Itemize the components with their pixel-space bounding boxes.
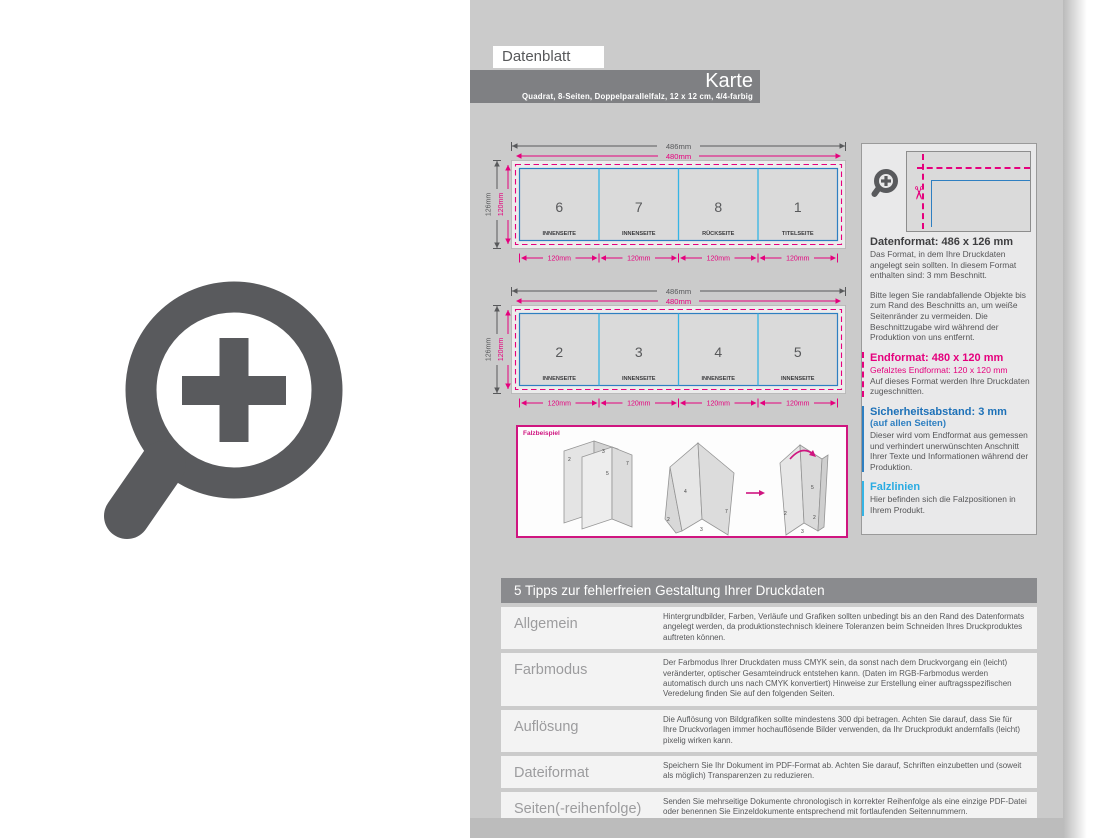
panel-label: INNENSEITE [780, 376, 815, 382]
panel-number: 6 [555, 199, 564, 215]
dim-panel-width: 120mm [547, 400, 571, 408]
panel-label: TITELSEITE [781, 231, 814, 237]
panel-number: 2 [555, 344, 564, 360]
tip-text: Hintergrundbilder, Farben, Verläufe und Grafiken sollten unbedingt bis an den Rand des Datenformats angelegt werden, da produktionstechnisch kleinere Toleranzen beim Schneiden Ihres Druckproduktes auftreten können. [663, 612, 1025, 642]
table-row [501, 607, 1037, 649]
svg-text:7: 7 [725, 509, 728, 515]
svg-text:2: 2 [784, 511, 787, 517]
panel-label: INNENSEITE [701, 376, 736, 382]
tip-label: Seiten(-reihenfolge) [514, 800, 642, 817]
layout-diagram-outside [481, 140, 853, 272]
panel-number: 4 [714, 344, 723, 360]
bleed-corner-diagram [906, 151, 1031, 232]
dim-panel-width: 120mm [786, 400, 810, 408]
endformat-title: Endformat: 480 x 120 mm [870, 351, 1004, 364]
panel-number: 1 [793, 199, 802, 215]
info-section-falzlinien [862, 481, 1030, 515]
format-info-panel [861, 143, 1037, 535]
dim-panel-width: 120mm [627, 400, 651, 408]
dim-height-total: 126mm [485, 192, 493, 217]
panel-number: 3 [634, 344, 643, 360]
dim-width-end: 480mm [665, 151, 692, 161]
panel-label: INNENSEITE [542, 231, 577, 237]
table-row [501, 710, 1037, 752]
tips-table [501, 578, 1037, 824]
page-title: Karte [705, 70, 753, 92]
datenformat-title: Datenformat: 486 x 126 mm [870, 236, 1014, 248]
fold-example-box [516, 425, 848, 538]
panel-label: INNENSEITE [621, 231, 656, 237]
panel-number: 5 [793, 344, 802, 360]
dim-panel-width: 120mm [786, 255, 810, 263]
tab-datenblatt: Datenblatt [493, 46, 604, 68]
safety-margin-corner [931, 180, 1030, 227]
panel-number: 8 [714, 199, 723, 215]
tip-label: Farbmodus [514, 662, 588, 679]
fold-example-illustration [518, 431, 846, 536]
zoom-plus-icon-small [870, 168, 902, 202]
tips-header: 5 Tipps zur fehlerfreien Gestaltung Ihrer Druckdaten [501, 578, 1037, 603]
tip-text: Der Farbmodus Ihrer Druckdaten muss CMYK sein, da sonst nach dem Druckvorgang ein (leicht) veränderter, optischer Gesamteindruck entstehen kann. (Daten im RGB-Farbmodus werden automatisch durch uns nach CMYK konvertiert) Hinweise zur Erstellung einer auftragsspezifischen Veredelung finden Sie auf den folgenden Seiten. [663, 658, 1012, 699]
page-subtitle: Quadrat, 8-Seiten, Doppelparallelfalz, 12 x 12 cm, 4/4-farbig [521, 92, 753, 101]
datasheet-page[interactable] [470, 0, 1063, 838]
datenformat-body-1: Das Format, in dem Ihre Druckdaten angelegt sein sollten. In diesem Format enthalten sind: 3 mm Beschnitt. [870, 249, 1017, 281]
dim-height-end: 120mm [498, 192, 505, 217]
panel-label: INNENSEITE [542, 376, 577, 382]
dim-height-total: 126mm [485, 337, 493, 362]
svg-text:3: 3 [801, 529, 804, 535]
sicherheitsabstand-subtitle: (auf allen Seiten) [870, 417, 947, 429]
tip-label: Allgemein [514, 616, 578, 632]
tip-label: Dateiformat [514, 765, 589, 782]
dim-panel-width: 120mm [706, 255, 730, 263]
fold-example-label: Falzbeispiel [523, 430, 560, 437]
svg-text:2: 2 [568, 457, 571, 463]
svg-text:5: 5 [811, 485, 814, 491]
dim-width-total: 486mm [665, 286, 692, 296]
svg-text:5: 5 [606, 471, 609, 477]
svg-text:2: 2 [667, 517, 670, 523]
svg-text:2: 2 [813, 515, 816, 521]
scissors-icon: ✂ [908, 185, 929, 201]
layout-diagram-inside [481, 285, 853, 417]
info-section-sicherheitsabstand [862, 406, 1030, 472]
svg-text:3: 3 [602, 449, 605, 455]
table-row [501, 653, 1037, 706]
endformat-subtitle: Gefalztes Endformat: 120 x 120 mm [870, 364, 1008, 375]
table-row [501, 756, 1037, 788]
dim-panel-width: 120mm [547, 255, 571, 263]
info-section-endformat [862, 352, 1030, 397]
datenformat-body-2: Bitte legen Sie randabfallende Objekte bis zum Rand des Beschnitts an, um weiße Seitenränder zu vermeiden. Die Beschnittzugabe wird während der Produktion von uns entfernt. [870, 289, 1026, 343]
dim-panel-width: 120mm [627, 255, 651, 263]
sicherheitsabstand-title: Sicherheitsabstand: 3 mm [870, 405, 1007, 418]
page-edge-shadow [1063, 0, 1087, 838]
product-header [470, 70, 760, 103]
dim-width-end: 480mm [665, 296, 692, 306]
svg-text:7: 7 [626, 461, 629, 467]
cut-line-horizontal [917, 167, 1030, 169]
dim-width-total: 486mm [665, 141, 692, 151]
endformat-body: Auf dieses Format werden Ihre Druckdaten zugeschnitten. [870, 375, 1030, 397]
panel-label: RÜCKSEITE [702, 231, 735, 237]
falzlinien-title: Falzlinien [870, 481, 921, 494]
info-section-datenformat [862, 236, 1030, 343]
panel-number: 7 [634, 199, 643, 215]
dim-height-end: 120mm [498, 337, 505, 362]
sicherheitsabstand-body: Dieser wird vom Endformat aus gemessen und verhindert unerwünschten Anschnitt Ihrer Texte und Informationen während der Produktion. [870, 429, 1029, 472]
tip-label: Auflösung [514, 718, 579, 735]
tip-text: Speichern Sie Ihr Dokument im PDF-Format ab. Achten Sie darauf, Schriften einzubetten und (soweit als möglich) Transparenzen zu reduzieren. [663, 761, 1022, 781]
falzlinien-body: Hier befinden sich die Falzpositionen in Ihrem Produkt. [870, 494, 1016, 515]
footer-bar [470, 818, 1063, 838]
svg-text:4: 4 [684, 489, 687, 495]
panel-label: INNENSEITE [621, 376, 656, 382]
zoom-plus-icon[interactable] [103, 278, 359, 560]
dim-panel-width: 120mm [706, 400, 730, 408]
tip-text: Die Auflösung von Bildgrafiken sollte mindestens 300 dpi betragen. Achten Sie darauf, dass Sie für Ihre Druckvorlagen immer hochauflösende Bilder verwenden, da Ihr Druckprodukt andernfalls (leicht) pixelig wirken kann. [663, 714, 1021, 745]
tip-text: Senden Sie mehrseitige Dokumente chronologisch in korrekter Reihenfolge als eine einzige PDF-Datei oder benennen Sie Einzeldokumente entsprechend mit fortlaufenden Seitennummern. [663, 796, 1027, 817]
svg-text:3: 3 [700, 527, 703, 533]
